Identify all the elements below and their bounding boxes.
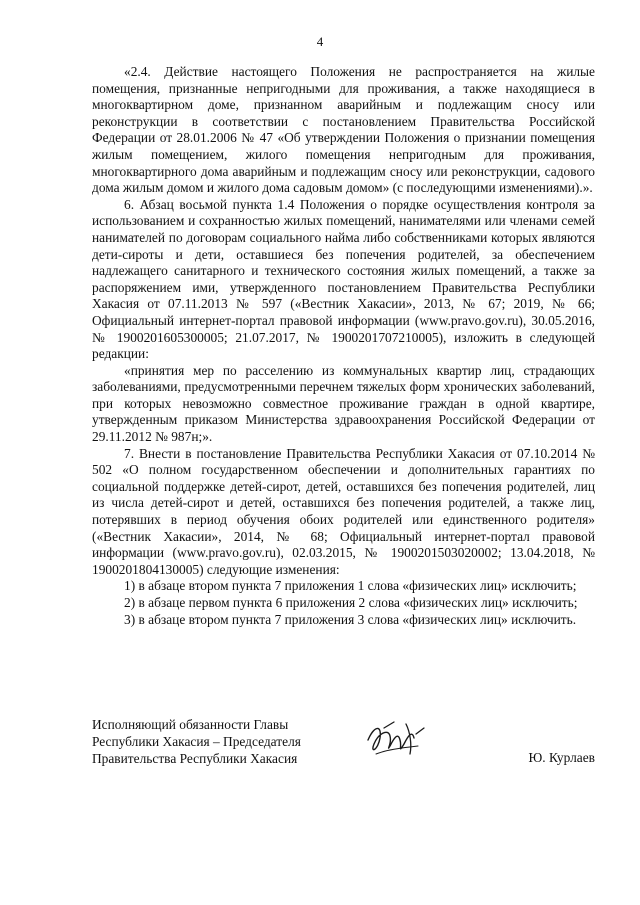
list-item-1: 1) в абзаце втором пункта 7 приложения 1 слова «физических лиц» исключить; <box>124 578 577 594</box>
signatory-line-3: Правительства Республики Хакасия <box>92 751 298 766</box>
paragraph-item-7: 7. Внести в постановление Правительства Республики Хакасия от 07.10.2014 № 502 «О полном государственном обеспечении и дополнительных гарантиях по социальной поддержке детей-сирот, детей, оставшихся без попечения родителей, лиц из числа детей-сирот и детей, оставшихся без попечения родителей, а также лиц, потерявших в период обучения обоих родителей или единственного родителя» («Вестник Хакасии», 2014, № 68; Официальный интернет-портал правовой информации (www.pravo.gov.ru), 02.03.2015, № 1900201503020002; 13.04.2018, № 1900201804130005) следующие изменения: <box>92 445 595 577</box>
signatory-name: Ю. Курлаев <box>528 750 595 765</box>
page-number: 4 <box>316 34 324 49</box>
document-body <box>92 64 595 628</box>
signatory-line-2: Республики Хакасия – Председателя <box>92 734 301 749</box>
list-item-2: 2) в абзаце первом пункта 6 приложения 2 слова «физических лиц» исключить; <box>124 595 578 610</box>
paragraph-item-6: 6. Абзац восьмой пункта 1.4 Положения о порядке осуществления контроля за использованием и сохранностью жилых помещений, нанимателями или членами семей нанимателей по договорам социального найма либо собственниками которых являются дети-сироты и дети, оставшиеся без попечения родителей, за обеспечением надлежащего санитарного и технического состояния жилых помещений, а также за распоряжением ими, утвержденного постановлением Правительства Республики Хакасия от 07.11.2013 № 597 («Вестник Хакасии», 2013, № 67; 2019, № 66; Официальный интернет-портал правовой информации (www.pravo.gov.ru), 30.05.2016, № 1900201605300005; 21.07.2017, № 1900201707210005), изложить в следующей редакции: <box>92 196 595 362</box>
signatory-line-1: Исполняющий обязанности Главы <box>92 717 289 732</box>
paragraph-2-4: «2.4. Действие настоящего Положения не распространяется на жилые помещения, признанные непригодными для проживания, а также находящиеся в многоквартирном доме, признанном аварийным и подлежащим сносу или реконструкции в соответствии с постановлением Правительства Российской Федерации от 28.01.2006 № 47 «Об утверждении Положения о признании помещения жилым помещением, жилого помещения непригодным для проживания, многоквартирного дома аварийным и подлежащим сносу или реконструкции, садового дома жилым домом и жилого дома садовым домом» (с последующими изменениями).». <box>92 64 595 196</box>
handwritten-signature <box>360 710 440 765</box>
signatory-title <box>92 716 301 767</box>
list-item-3: 3) в абзаце втором пункта 7 приложения 3 слова «физических лиц» исключить. <box>124 611 577 627</box>
paragraph-quote: «принятия мер по расселению из коммунальных квартир лиц, страдающих заболеваниями, предусмотренными перечнем тяжелых форм хронических заболеваний, при которых невозможно совместное проживание граждан в одной квартире, утвержденным приказом Министерства здравоохранения Российской Федерации от 29.11.2012 № 987н;». <box>92 362 595 445</box>
